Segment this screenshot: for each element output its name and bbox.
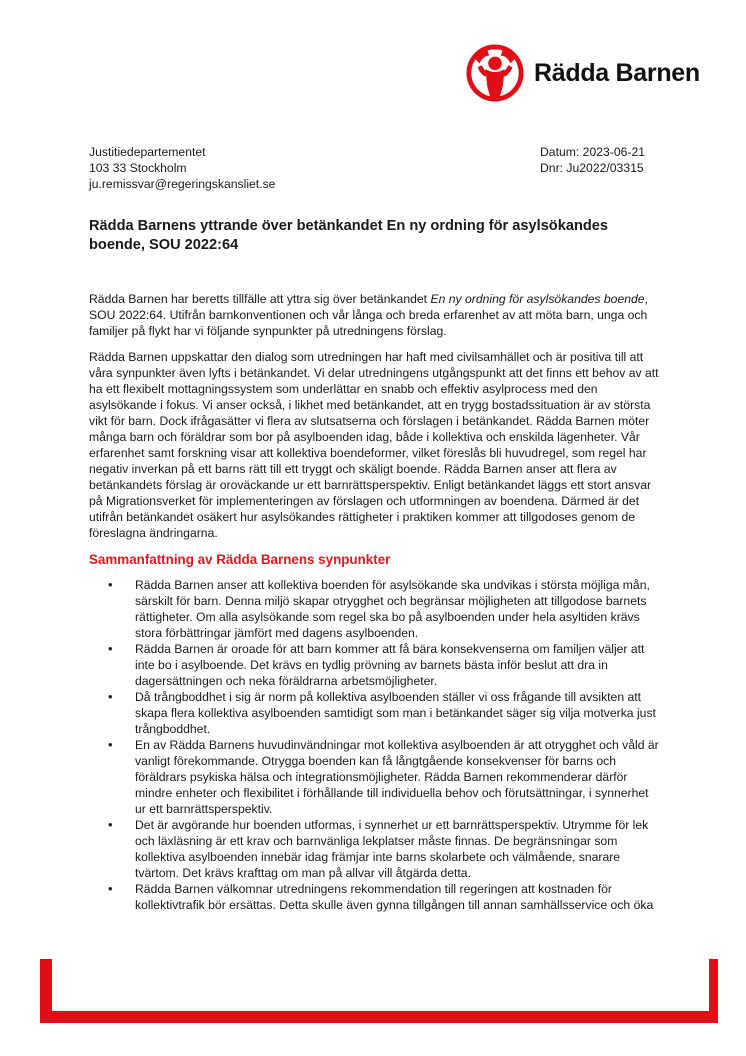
summary-heading: Sammanfattning av Rädda Barnens synpunkter (89, 552, 391, 567)
summary-bullet: • Då trångboddhet i sig är norm på kollektiva asylboenden ställer vi oss frågande till avsikten att skapa flera kollektiva asylboenden samtidigt som man i betänkandet säger sig vilja motverka just trångboddhet. (135, 689, 661, 737)
report-title-italic: En ny ordning för asylsökandes boende (430, 292, 645, 306)
document-dnr: Dnr: Ju2022/03315 (540, 161, 644, 175)
recipient-postal: 103 33 Stockholm (89, 161, 187, 175)
intro-paragraph (89, 291, 661, 339)
summary-bullet: • Rädda Barnen välkomnar utredningens rekommendation till regeringen att kostnaden för kollektivtrafik bör ersättas. Detta skulle även gynna tillgången till annan samhällsservice och öka (135, 881, 661, 913)
child-emblem-icon (466, 43, 524, 103)
summary-bullet: • En av Rädda Barnens huvudinvändningar mot kollektiva asylboenden är att otrygghet och våld är vanligt förekommande. Otrygga boenden kan få långtgående konsekvenser för barns och föräldrars psykiska hälsa och integrationsmöjligheter. Rädda Barnen rekommenderar därför mindre enheter och flexibilitet i förhållande till individuella behov och förutsättningar, i synnerhet ur ett barnrättsperspektiv. (135, 737, 661, 817)
document-title: Rädda Barnens yttrande över betänkandet En ny ordning för asylsökandes boende, SOU 2022:64 (89, 218, 609, 253)
summary-bullet: • Rädda Barnen anser att kollektiva boenden för asylsökande ska undvikas i största möjliga mån, särskilt för barn. Denna miljö skapar otrygghet och begränsar möjligheten att tillgodose barnets rättigheter. Om alla asylsökande som regel ska bo på asylboenden under hela asyltiden krävs stora förbättringar jämfört med dagens asylboenden. (135, 577, 661, 641)
rädda-barnen-logo (466, 42, 700, 104)
footer-frame-bottom (40, 1011, 718, 1023)
logo-wordmark: Rädda Barnen (534, 58, 700, 87)
summary-bullet: • Rädda Barnen är oroade för att barn kommer att få bära konsekvenserna om familjen väljer att inte bo i asylboende. Det krävs en tydlig prövning av barnets bästa inför beslut att dra in dagersättningen och neka föräldrarna arbetsmöjligheter. (135, 641, 661, 689)
summary-bullet: • Det är avgörande hur boenden utformas, i synnerhet ur ett barnrättsperspektiv. Utrymme för lek och läxläsning är ett krav och barnvänliga lekplatser måste finnas. De begränsningar som kollektiva asylboenden innebär idag främjar inte barns skolarbete och välmående, snarare tvärtom. Det krävs krafttag om man på allvar vill åtgärda detta. (135, 817, 661, 881)
intro-text: Rädda Barnen har beretts tillfälle att yttra sig över betänkandet (89, 292, 431, 306)
document-date: Datum: 2023-06-21 (540, 145, 646, 159)
recipient-name: Justitiedepartementet (89, 145, 206, 159)
body-paragraph: Rädda Barnen uppskattar den dialog som utredningen har haft med civilsamhället och är positiva till att våra synpunkter även lyfts i betänkandet. Vi delar utredningens utgångspunkt att det finns ett behov av att ha ett flexibelt mottagningssystem som underlättar en snabb och effektiv asylprocess med den asylsökande i fokus. Vi anser också, i likhet med betänkandet, att en trygg bostadssituation är av största vikt för barn. Dock ifrågasätter vi flera av slutsatserna och förslagen i betänkandet. Rädda Barnen möter många barn och föräldrar som bor på asylboenden idag, både i kollektiva och enskilda lägenheter. Vår erfarenhet samt forskning visar att kollektiva boendeformer, vilket föreslås bli huvudregel, som regel har negativ inverkan på ett barns rätt till ett tryggt och skäligt boende. Rädda Barnen anser att flera av betänkandets förslag är oroväckande ur ett barnrättsperspektiv. Enligt betänkandet läggs ett stort ansvar på Migrationsverket för implementeringen av förslagen och utformningen av boendena. Därmed är det utifrån betänkandet osäkert hur asylsökandes rättigheter i praktiken kommer att tillgodoses genom de föreslagna ändringarna. (89, 350, 659, 540)
document-meta (540, 144, 645, 176)
intro-text-cont: , SOU 2022:64. Utifrån barnkonventionen och vår långa och breda erfarenhet av att möta barn, unga och familjer på flykt har vi följande synpunkter på utredningens förslag. (89, 292, 648, 338)
recipient-email: ju.remissvar@regeringskansliet.se (89, 177, 276, 191)
recipient-address (89, 144, 275, 192)
summary-list (89, 577, 661, 913)
document-body (89, 291, 661, 913)
